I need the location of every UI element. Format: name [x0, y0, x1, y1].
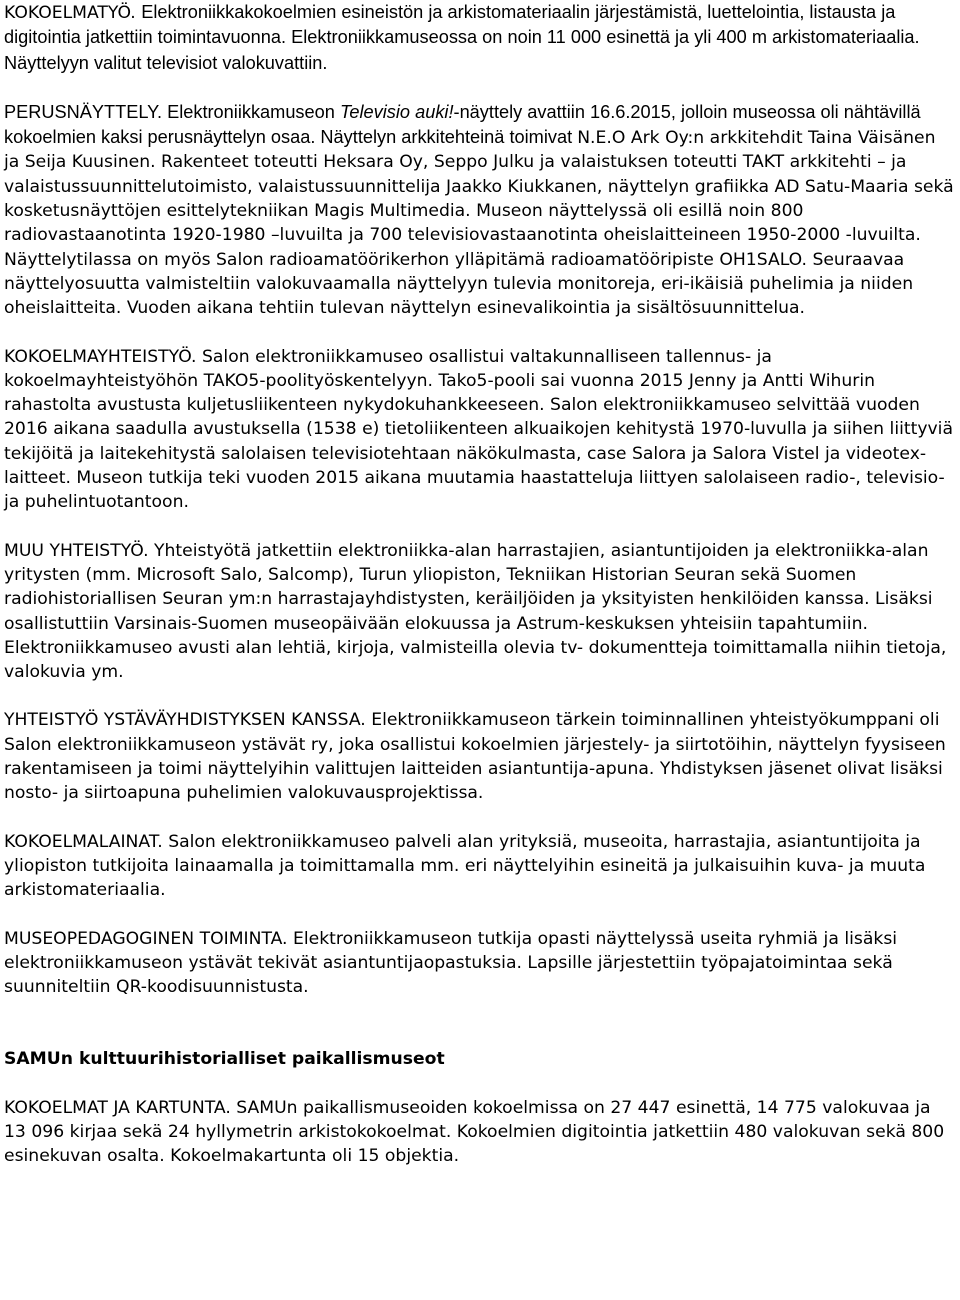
spacer — [4, 999, 954, 1047]
paragraph-perusnayttely-lead: PERUSNÄYTTELY. Elektroniikkamuseon — [4, 101, 340, 122]
paragraph-kokoelmatyo — [4, 0, 954, 76]
section-heading: SAMUn kulttuurihistorialliset paikallismuseot — [4, 1049, 445, 1070]
spacer — [4, 515, 954, 539]
spacer — [4, 76, 954, 100]
paragraph-kokoelmayhteistyo: KOKOELMAYHTEISTYÖ. Salon elektroniikkamuseo osallistui valtakunnalliseen tallennus- ja kokoelmayhteistyöhön TAKO5-poolityöskentelyyn. Tako5-pooli sai vuonna 2015 Jenny ja Antti Wihurin rahastolta avustusta kuljetusliikenteen nykydokuhankkeeseen. Salon elektroniikkamuseo selvittää vuoden 2016 aikana saadulla avustuksella (1538 e) tietoliikenteen alkuaikojen kehitystä 1970-luvulla ja siihen liittyviä tekijöitä ja laitekehitystä salolaisen televisiotehtaan näkökulmasta, case Salora ja Salora Vistel ja videotex-laitteet. Museon tutkija teki vuoden 2015 aikana muutamia haastatteluja liittyen salolaiseen radio-, televisio- ja puhelintuotantoon. — [4, 346, 953, 513]
paragraph-perusnayttely — [4, 100, 954, 321]
spacer — [4, 903, 954, 927]
paragraph-museopedagogiikka: MUSEOPEDAGOGINEN TOIMINTA. Elektroniikkamuseon tutkija opasti näyttelyssä useita ryhmiä ja lisäksi elektroniikkamuseon ystävät tekivät asiantuntijaopastuksia. Lapsille järjestettiin työpajatoimintaa sekä suunniteltiin QR-koodisuunnistusta. — [4, 928, 898, 998]
paragraph-perusnayttely-architects: N.E.O Ark Oy:n arkkitehdit Taina Väisänen ja Seija Kuusinen. — [4, 128, 936, 173]
exhibition-title: Televisio auki! — [339, 101, 454, 122]
paragraph-ystavayhdistys: YHTEISTYÖ YSTÄVÄYHDISTYKSEN KANSSA. Elektroniikkamuseon tärkein toiminnallinen yhteistyökumppani oli Salon elektroniikkamuseon ystävät ry, joka osallistui kokoelmien järjestely- ja siirtotöihin, näyttelyn fyysiseen rakentamiseen ja toimi näyttelyihin valittujen laitteiden asiantuntija-apuna. Yhdistyksen jäsenet olivat lisäksi nosto- ja siirtoapuna puhelimien valokuvausprojektissa. — [4, 710, 946, 804]
spacer — [4, 684, 954, 708]
paragraph-muu-yhteistyo: MUU YHTEISTYÖ. Yhteistyötä jatkettiin elektroniikka-alan harrastajien, asiantuntijoiden ja elektroniikka-alan yritysten (mm. Microsoft Salo, Salcomp), Turun yliopiston, Tekniikan Historian Seuran sekä Suomen radiohistoriallisen Seuran ym:n harrastajayhdistysten, keräiljöiden ja yksityisten henkilöiden kanssa. Lisäksi osallistuttiin Varsinais-Suomen museopäivään elokuussa ja Astrum-keskuksen yhteisiin tapahtumiin. Elektroniikkamuseo avusti alan lehtiä, kirjoja, valmisteilla olevia tv- dokumentteja toimittamalla niihin tietoja, valokuvia ym. — [4, 540, 947, 683]
spacer — [4, 321, 954, 345]
paragraph-kokoelmatyo-lead: KOKOELMATYÖ. — [4, 3, 142, 23]
paragraph-kokoelmalainat: KOKOELMALAINAT. Salon elektroniikkamuseo palveli alan yrityksiä, museoita, harrastajia, asiantuntijoita ja yliopiston tutkijoita lainaamalla ja toimittamalla mm. eri näyttelyihin esineitä ja julkaisuihin kuva- ja muuta arkistomateriaalia. — [4, 831, 926, 901]
spacer — [4, 806, 954, 830]
paragraph-kokoelmat-kartunta: KOKOELMAT JA KARTUNTA. SAMUn paikallismuseoiden kokoelmissa on 27 447 esinettä, 14 775 valokuvaa ja 13 096 kirjaa sekä 24 hyllymetrin arkistokokoelmat. Kokoelmien digitointia jatkettiin 480 valokuvan sekä 800 esinekuvan osalta. Kokoelmakartunta oli 15 objektia. — [4, 1097, 945, 1167]
spacer — [4, 1072, 954, 1096]
paragraph-kokoelmatyo-body: Elektroniikkakokoelmien esineistön ja arkistomateriaalin järjestämistä, luettelointia, listausta ja digitointia jatkettiin toimintavuonna. Elektroniikkamuseossa on noin 11 000 esinettä ja yli 400 m arkistomateriaalia. Näyttelyyn valitut televisiot valokuvattiin. — [4, 2, 920, 73]
paragraph-perusnayttely-rest: Rakenteet toteutti Heksara Oy, Seppo Julku ja valaistuksen toteutti TAKT arkkitehti – ja valaistussuunnittelutoimisto, valaistussuunnittelija Jaakko Kiukkanen, näyttelyn grafiikka AD Satu-Maaria sekä kosketusnäyttöjen esittelytekniikan Magis Multimedia. Museon näyttelyssä oli esillä noin 800 radiovastaanotinta 1920-1980 –luvuilta ja 700 televisiovastaanotinta oheislaitteineen 1950-2000 -luvuilta. Näyttelytilassa on myös Salon radioamatöörikerhon ylläpitämä radioamatööripiste OH1SALO. Seuraavaa näyttelyosuutta valmisteltiin valokuvaamalla näyttelyyn tulevia monitoreja, eri-ikäisiä puhelimia ja niiden oheislaitteita. Vuoden aikana tehtiin tulevan näyttelyn esinevalikointia ja sisältösuunnittelua. — [4, 152, 954, 319]
paragraph-perusnayttely-body: -näyttely avattiin 16.6.2015, jolloin museossa oli nähtävillä kokoelmien kaksi perusnäyttelyn osaa. Näyttelyn arkkitehteinä toimivat — [4, 101, 921, 148]
